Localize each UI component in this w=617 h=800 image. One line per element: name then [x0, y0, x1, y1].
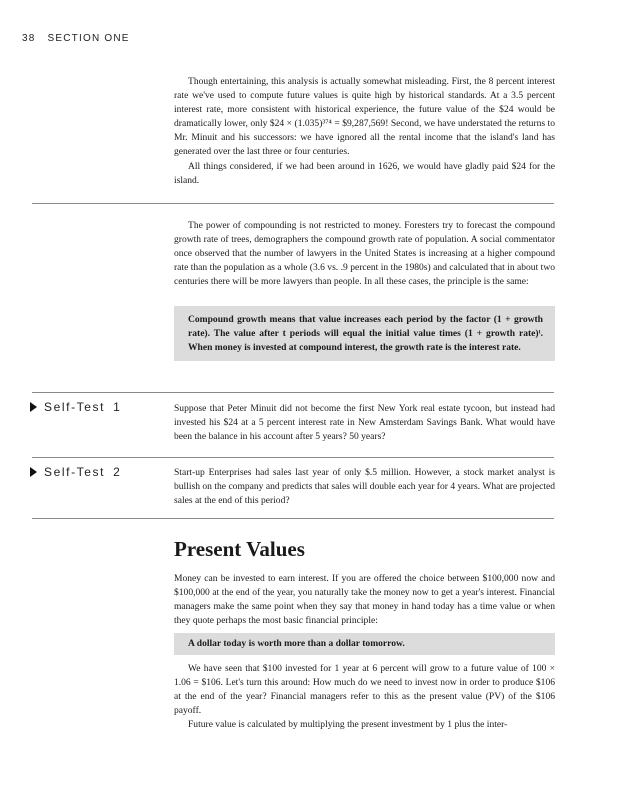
callout-text: Compound growth means that value increases each period by the factor (1 + growth rate). The value after t periods will equal the initial value times (1 + growth rate)ᵗ. When money is invested at compound interest, the growth rate is the interest rate. — [188, 314, 543, 354]
self-test-title: Self-Test — [44, 465, 106, 479]
paragraph: Money can be invested to earn interest. If you are offered the choice between $100,000 now and $100,000 at the end of the year, you naturally take the money now to get a year's interest. Financial managers make the same point when they say that money in hand today has a time value or when they quote perhaps the most basic financial principle: — [174, 573, 555, 627]
paragraph: Though entertaining, this analysis is actually somewhat misleading. First, the 8 percent interest rate we've used to compute future values is quite high by historical standards. At a 3.5 percent interest rate, more consistent with historical experience, the future value of the $24 would be dramatically lower, only $24 × (1.035)³⁷⁴ = $9,287,569! Second, we have understated the returns to Mr. Minuit and his successors: we have ignored all the rental income that the island's land has generated over the last three or four centuries. — [174, 76, 555, 158]
divider — [32, 392, 554, 393]
paragraph: Future value is calculated by multiplying the present investment by 1 plus the inter- — [188, 719, 508, 731]
divider — [32, 203, 554, 204]
section-label: SECTION ONE — [47, 33, 130, 44]
principle-callout — [174, 633, 555, 655]
self-test-number: 2 — [113, 465, 122, 479]
self-test-number: 1 — [113, 400, 122, 414]
present-values-body — [174, 662, 555, 732]
page-number: 38 — [22, 33, 36, 44]
key-principle-callout — [174, 306, 555, 361]
paragraph: All things considered, if we had been around in 1626, we would have gladly paid $24 for the island. — [174, 160, 555, 186]
callout-text: A dollar today is worth more than a dollar tomorrow. — [188, 638, 405, 649]
paragraph: We have seen that $100 invested for 1 year at 6 percent will grow to a future value of 100 × 1.06 = $106. Let's turn this around: How much do we need to invest now in order to produce $106 at the end of the year? Financial managers refer to this as the present value (PV) of the $106 payoff. — [174, 663, 555, 717]
section-heading: Present Values — [174, 537, 305, 561]
divider — [32, 457, 554, 458]
triangle-marker-icon — [30, 402, 37, 412]
self-test-title: Self-Test — [44, 400, 106, 414]
triangle-marker-icon — [30, 467, 37, 477]
self-test-1-label — [30, 400, 121, 414]
paragraph: Start-up Enterprises had sales last year of only $.5 million. However, a stock market analyst is bullish on the company and predicts that sales will double each year for 4 years. What are projected sales at the end of this period? — [174, 467, 555, 507]
present-values-intro — [174, 572, 555, 628]
paragraph-block-1 — [174, 75, 555, 188]
self-test-2-label — [30, 465, 121, 479]
paragraph: Suppose that Peter Minuit did not become the first New York real estate tycoon, but instead had invested his $24 at a 5 percent interest rate in New Amsterdam Savings Bank. What would have been the balance in his account after 5 years? 50 years? — [174, 403, 555, 443]
running-head — [22, 33, 130, 44]
paragraph: The power of compounding is not restricted to money. Foresters try to forecast the compound growth rate of trees, demographers the compound growth rate of population. A social commentator once observed that the number of lawyers in the United States is increasing at a higher compound rate than the population as a whole (3.6 vs. .9 percent in the 1980s) and calculated that in about two centuries there will be more lawyers than people. In all these cases, the principle is the same: — [174, 220, 555, 288]
paragraph-block-2 — [174, 219, 555, 289]
self-test-2-text — [174, 466, 555, 508]
self-test-1-text — [174, 402, 555, 444]
divider — [32, 518, 554, 519]
